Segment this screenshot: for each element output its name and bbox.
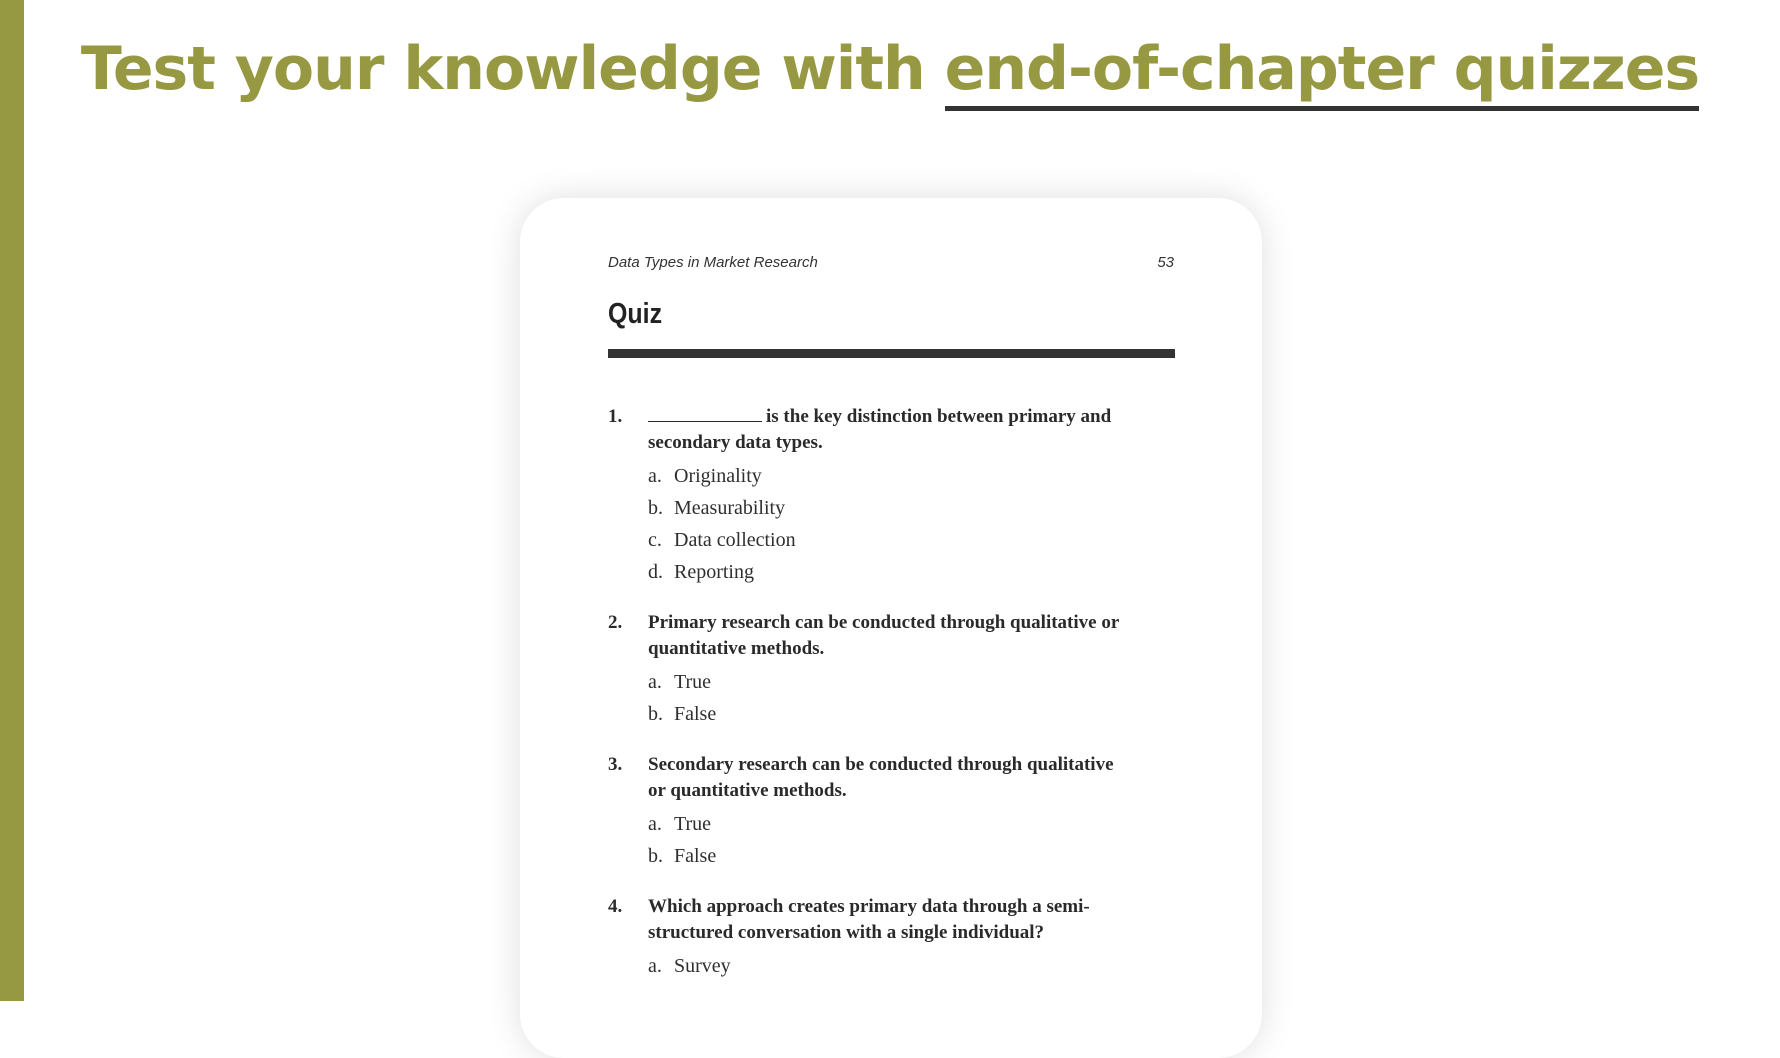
slide-title-prefix: Test your knowledge with [80,34,945,104]
option-text: Data collection [674,529,796,551]
answer-option [608,460,1128,492]
option-letter: b. [648,845,663,867]
option-letter: d. [648,561,663,583]
question-text-block [608,610,1128,662]
option-text: False [674,703,717,725]
question-number: 3. [608,754,623,775]
slide-title [0,34,1780,104]
answer-options [608,666,1128,730]
question-number: 1. [608,406,623,427]
option-text: False [674,845,717,867]
quiz-question-1 [608,404,1128,588]
answer-option [608,666,1128,698]
question-text: Secondary research can be conducted through qualitative or quantitative methods. [648,754,1114,801]
answer-option [608,840,1128,872]
answer-option [608,950,1128,982]
option-letter: b. [648,497,663,519]
option-letter: a. [648,671,662,693]
answer-option [608,524,1128,556]
quiz-heading: Quiz [608,298,663,330]
question-text: Primary research can be conducted through qualitative or quantitative methods. [648,612,1119,659]
quiz-question-2 [608,610,1128,730]
question-text: is the key distinction between primary and secondary data types. [648,406,1112,453]
option-text: Measurability [674,497,786,519]
answer-option [608,556,1128,588]
answer-option [608,808,1128,840]
running-head: Data Types in Market Research [608,254,818,271]
question-text: Which approach creates primary data through a semi-structured conversation with a single individual? [648,896,1090,943]
answer-option [608,492,1128,524]
answer-options [608,808,1128,872]
question-number: 4. [608,896,623,917]
option-letter: c. [648,529,662,551]
fill-in-blank-line [648,404,762,422]
answer-options [608,460,1128,588]
option-letter: a. [648,465,662,487]
quiz-heading-rule [608,349,1175,358]
quiz-question-3 [608,752,1128,872]
page-number: 53 [1157,254,1174,271]
slide-title-highlight: end-of-chapter quizzes [945,34,1699,111]
option-letter: b. [648,703,663,725]
option-text: True [674,813,712,835]
option-text: Reporting [674,561,754,583]
question-text-block [608,752,1128,804]
quiz-question-4 [608,894,1128,982]
question-number: 2. [608,612,623,633]
book-page-card [520,198,1262,1058]
answer-options [608,950,1128,982]
option-letter: a. [648,813,662,835]
option-text: Survey [674,955,731,977]
option-text: True [674,671,712,693]
option-letter: a. [648,955,662,977]
left-accent-bar [0,0,24,1001]
option-text: Originality [674,465,762,487]
question-text-block [608,404,1128,456]
question-text-block [608,894,1128,946]
answer-option [608,698,1128,730]
